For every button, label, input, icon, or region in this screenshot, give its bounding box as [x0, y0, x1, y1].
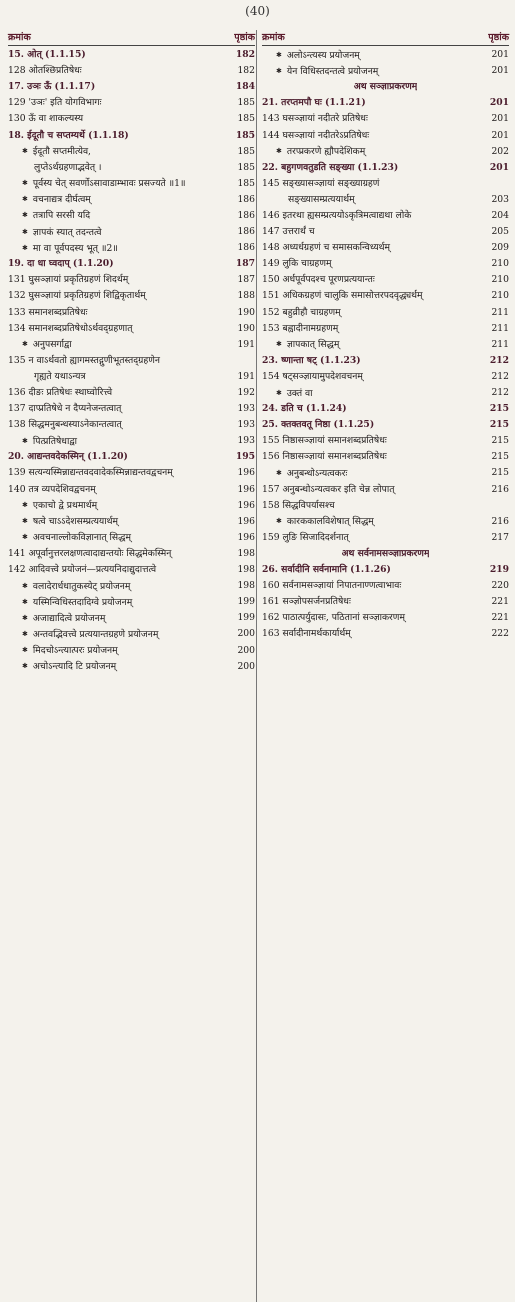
index-entry	[262, 63, 509, 79]
entry-text: 15. ओत् (1.1.15)	[8, 49, 86, 61]
entry-page: 212	[489, 354, 509, 366]
entry-text: ✱ ज्ञापकात् सिद्धम्	[262, 336, 479, 353]
index-entry	[262, 208, 509, 224]
entry-text: 129 'उञः' इति योगविभागः	[8, 97, 102, 109]
index-entry	[262, 47, 509, 63]
entry-page: 201	[491, 129, 509, 141]
entry-page: 198	[237, 547, 255, 559]
entry-text: ✱ अजाद्यादित्वे प्रयोजनम्	[8, 610, 225, 627]
entry-text: ✱ पूर्वस्य चेत् सवर्णोऽसावाडाम्भावः प्रसज्यते ॥1॥	[8, 175, 225, 192]
index-entry	[8, 433, 255, 449]
entry-text: 130 ऊँ वा शाकल्यस्य	[8, 113, 84, 125]
index-entry	[8, 498, 255, 514]
index-entry	[8, 659, 255, 675]
entry-page: 211	[491, 306, 509, 318]
entry-page: 184	[235, 81, 255, 93]
entry-text: 157 अनुबन्धोऽन्यत्वकर इति चेन्न लोपात्	[262, 483, 395, 495]
entry-page: 193	[237, 403, 255, 415]
entry-page: 199	[237, 612, 255, 624]
index-entry	[8, 465, 255, 481]
entry-page: 222	[491, 628, 509, 640]
entry-page: 203	[491, 193, 509, 205]
sutra-heading	[8, 256, 255, 272]
entry-text: ✱ अवचनाल्लोकविज्ञानात् सिद्धम्	[8, 529, 225, 546]
entry-page: 202	[491, 145, 509, 157]
index-entry	[8, 562, 255, 578]
index-entry	[8, 144, 255, 160]
index-entry	[262, 111, 509, 127]
entry-text: 17. उञः ऊँ (1.1.17)	[8, 81, 96, 93]
index-entry	[8, 272, 255, 288]
entry-text: 148 अध्यर्धग्रहणं च समासकन्विध्यर्थम्	[262, 242, 391, 254]
index-entry	[8, 240, 255, 256]
serial-label: क्रमांक	[8, 32, 31, 43]
entry-page: 196	[237, 483, 255, 495]
entry-page: 210	[491, 274, 509, 286]
entry-text: 137 दाप्प्रतिषेधे न दैप्यनेजन्तत्वात्	[8, 403, 122, 415]
entry-page: 210	[491, 258, 509, 270]
entry-text: 131 घुसञ्ज्ञायां प्रकृतिग्रहणं शिदर्थम्	[8, 274, 129, 286]
entry-text: ✱ अन्तवद्भिवत्त्वे प्रत्ययान्तग्रहणे प्रयोजनम्	[8, 626, 225, 643]
entry-text: 154 षट्सञ्ज्ञायामुपदेशवचनम्	[262, 370, 363, 382]
entry-text: 141 अपूर्वानुत्तरलक्षणत्वादाद्यन्तयोः सिद्धमेकस्मिन्	[8, 547, 172, 559]
right-column-header	[262, 30, 509, 46]
index-entry	[8, 514, 255, 530]
entry-text: 26. सर्वादीनि सर्वनामानि (1.1.26)	[262, 564, 391, 576]
entry-page: 186	[237, 242, 255, 254]
entry-text: 138 सिद्धमनुबन्धस्याऽनेकान्तत्वात्	[8, 419, 122, 431]
index-entry	[262, 385, 509, 401]
sutra-heading	[8, 127, 255, 143]
entry-text: ✱ ज्ञापकं स्यात् तदन्तत्वे	[8, 224, 225, 241]
index-entry	[8, 594, 255, 610]
entry-text: 23. ष्णान्ता षट् (1.1.23)	[262, 354, 361, 366]
sutra-heading	[8, 47, 255, 63]
index-entry	[8, 111, 255, 127]
entry-text: 162 पाठात्पर्युदासः, पठितानां सञ्ज्ञाकरणम्	[262, 612, 405, 624]
entry-page: 186	[237, 193, 255, 205]
entry-page: 196	[237, 499, 255, 511]
entry-text: 160 सर्वनामसञ्ज्ञायां निपातनाण्णत्वाभावः	[262, 580, 402, 592]
index-entry	[8, 160, 255, 176]
page-label: पृष्ठांक	[488, 32, 509, 43]
index-entry	[8, 305, 255, 321]
entry-page: 191	[237, 338, 255, 350]
entry-text: ✱ कारककालविशेषात् सिद्धम्	[262, 513, 479, 530]
entry-text: 156 निष्ठासञ्ज्ञायां समानशब्दप्रतिषेधः	[262, 451, 387, 463]
entry-text: 18. ईदूतौ च सप्तम्यर्थे (1.1.18)	[8, 129, 129, 141]
entry-page: 204	[491, 209, 509, 221]
index-entry	[262, 192, 509, 208]
index-entry	[262, 176, 509, 192]
entry-text: ✱ अनुपसर्गाद्वा	[8, 336, 225, 353]
index-entry	[262, 369, 509, 385]
entry-page: 216	[491, 483, 509, 495]
index-entry	[8, 192, 255, 208]
index-entry	[8, 530, 255, 546]
index-entry	[8, 176, 255, 192]
entry-page: 221	[491, 596, 509, 608]
index-entry	[262, 224, 509, 240]
entry-page: 201	[491, 113, 509, 125]
index-entry	[8, 417, 255, 433]
entry-text: 145 सङ्ख्यासञ्ज्ञायां सङ्ख्याग्रहणं	[262, 177, 380, 189]
index-entry	[8, 95, 255, 111]
entry-page: 185	[237, 145, 255, 157]
entry-text: 136 दीङः प्रतिषेधः स्थाघ्वोरित्त्वे	[8, 387, 113, 399]
entry-text: 149 लुकि चाग्रहणम्	[262, 258, 332, 270]
entry-page: 187	[235, 258, 255, 270]
entry-page: 200	[237, 628, 255, 640]
entry-page: 182	[235, 49, 255, 61]
sutra-heading	[8, 449, 255, 465]
entry-text: 22. बहुगणवतुडति सङ्ख्या (1.1.23)	[262, 161, 399, 173]
entry-text: ✱ अचोऽन्त्यादि टि प्रयोजनम्	[8, 658, 225, 675]
entry-page: 212	[491, 387, 509, 399]
entry-text: 20. आद्यन्तवदेकस्मिन् (1.1.20)	[8, 451, 128, 463]
entry-text: ✱ मिदचोऽन्त्यात्परः प्रयोजनम्	[8, 642, 225, 659]
entry-page: 200	[237, 660, 255, 672]
entry-text: 143 घसञ्ज्ञायां नदीतरे प्रतिषेधः	[262, 113, 368, 125]
entry-text: 158 सिद्धविपर्यासश्च	[262, 499, 335, 511]
entry-text: 128 ओतश्छिप्रतिषेधः	[8, 65, 82, 77]
entry-page: 201	[491, 65, 509, 77]
index-entry	[8, 63, 255, 79]
entry-text: 144 घसञ्ज्ञायां नदीतरेऽप्रतिषेधः	[262, 129, 370, 141]
index-entry	[262, 530, 509, 546]
index-entry	[262, 272, 509, 288]
entry-text: 135 न वाऽर्थवतो ह्यागमस्तद्गुणीभूतस्तद्ग्रहणेन	[8, 354, 160, 366]
index-entry	[262, 594, 509, 610]
sutra-heading	[262, 417, 509, 433]
entry-page: 212	[491, 370, 509, 382]
sutra-heading	[262, 95, 509, 111]
index-entry	[262, 337, 509, 353]
entry-text: 142 आदिवत्त्वे प्रयोजनं—प्रत्ययनिदाद्युदात्तत्वे	[8, 564, 157, 576]
index-entry	[8, 321, 255, 337]
index-entry	[8, 353, 255, 369]
entry-text: 134 समानशब्दप्रतिषेधोऽर्थवद्ग्रहणात्	[8, 322, 133, 334]
index-entry	[8, 337, 255, 353]
entry-page: 196	[237, 467, 255, 479]
entry-page: 211	[491, 322, 509, 334]
entry-page: 195	[235, 451, 255, 463]
sutra-heading	[262, 160, 509, 176]
entry-text: सङ्ख्यासम्प्रत्ययार्थम्	[288, 193, 355, 205]
index-entry	[8, 369, 255, 385]
entry-page: 211	[491, 338, 509, 350]
index-entry	[262, 498, 509, 514]
entry-page: 201	[491, 49, 509, 61]
entry-text: 163 सर्वादीनामर्थकार्यार्थम्	[262, 628, 351, 640]
entry-text: 147 उत्तरार्थं च	[262, 226, 315, 238]
index-entry	[8, 208, 255, 224]
entry-text: ✱ वचनाद्यत्र दीर्घत्वम्	[8, 191, 225, 208]
index-entry	[262, 305, 509, 321]
entry-page: 215	[491, 435, 509, 447]
entry-page: 193	[237, 435, 255, 447]
entry-page: 205	[491, 226, 509, 238]
entry-text: ✱ एकाचो द्वे प्रथमार्थम्	[8, 497, 225, 514]
index-entry	[262, 610, 509, 626]
entry-page: 221	[491, 612, 509, 624]
sutra-heading	[262, 401, 509, 417]
right-entries	[262, 47, 509, 642]
entry-page: 215	[489, 419, 509, 431]
entry-text: 146 इतरथा ह्यसम्प्रत्ययोऽकृत्रिमत्वाद्यथा लोके	[262, 209, 412, 221]
index-entry	[8, 578, 255, 594]
index-entry	[8, 288, 255, 304]
sutra-heading	[262, 562, 509, 578]
entry-page: 200	[237, 644, 255, 656]
entry-text: 161 सञ्ज्ञोपसर्जनप्रतिषेधः	[262, 596, 351, 608]
left-column-header	[8, 30, 255, 46]
entry-text: लुप्तेऽर्थग्रहणाद्भवेत् ।	[34, 161, 102, 173]
left-entries	[8, 47, 255, 675]
entry-text: अथ सञ्ज्ञाप्रकरणम्	[353, 81, 418, 93]
entry-text: 19. दा धा घ्वदाप् (1.1.20)	[8, 258, 114, 270]
index-entry	[8, 626, 255, 642]
entry-text: ✱ तत्रापि सरसी यदि	[8, 207, 225, 224]
entry-page: 185	[237, 161, 255, 173]
entry-text: ✱ ईदूतौ सप्तमीत्येव,	[8, 143, 225, 160]
entry-text: 153 बह्वादीनामग्रहणम्	[262, 322, 339, 334]
index-entry	[262, 321, 509, 337]
index-entry	[262, 433, 509, 449]
section-heading	[262, 79, 509, 95]
index-entry	[262, 482, 509, 498]
index-entry	[8, 642, 255, 658]
index-entry	[262, 578, 509, 594]
entry-page: 191	[237, 370, 255, 382]
entry-text: 24. डति च (1.1.24)	[262, 403, 347, 415]
entry-page: 188	[237, 290, 255, 302]
entry-text: 150 अर्धपूर्वपदश्च पूरणप्रत्ययान्तः	[262, 274, 375, 286]
entry-page: 198	[237, 580, 255, 592]
entry-text: 25. क्तक्तवतू निष्ठा (1.1.25)	[262, 419, 375, 431]
entry-page: 190	[237, 322, 255, 334]
index-entry	[262, 240, 509, 256]
left-column	[8, 30, 255, 675]
index-entry	[262, 144, 509, 160]
entry-text: ✱ उक्तं वा	[262, 385, 479, 402]
entry-page: 186	[237, 209, 255, 221]
index-entry	[262, 288, 509, 304]
entry-text: ✱ येन विधिस्तदन्तत्वे प्रयोजनम्	[262, 63, 479, 80]
entry-page: 185	[237, 97, 255, 109]
entry-page: 186	[237, 226, 255, 238]
entry-page: 196	[237, 515, 255, 527]
page-label: पृष्ठांक	[234, 32, 255, 43]
entry-page: 215	[489, 403, 509, 415]
index-entry	[8, 401, 255, 417]
entry-page: 182	[237, 65, 255, 77]
entry-page: 210	[491, 290, 509, 302]
entry-page: 217	[491, 531, 509, 543]
entry-text: ✱ पित्प्रतिषेधाद्वा	[8, 433, 225, 450]
entry-text: ✱ वलादेरार्धधातुकस्येट् प्रयोजनम्	[8, 578, 225, 595]
entry-page: 215	[491, 467, 509, 479]
entry-text: ✱ यस्मिन्विधिस्तदादिग्वे प्रयोजनम्	[8, 594, 225, 611]
serial-label: क्रमांक	[262, 32, 285, 43]
entry-page: 187	[237, 274, 255, 286]
entry-page: 201	[489, 97, 509, 109]
entry-page: 201	[489, 161, 509, 173]
right-column	[262, 30, 509, 642]
entry-text: ✱ षत्वे चाऽऽदेशसम्प्रत्ययार्थम्	[8, 513, 225, 530]
entry-text: 151 अधिकग्रहणं चालुकि समासोत्तरपदवृद्ध्यर्थम्	[262, 290, 423, 302]
entry-text: ✱ मा वा पूर्वपदस्य भूत् ॥2॥	[8, 240, 225, 257]
entry-page: 193	[237, 419, 255, 431]
entry-text: अथ सर्वनामसञ्ज्ञाप्रकरणम्	[341, 547, 430, 559]
entry-page: 190	[237, 306, 255, 318]
entry-text: ✱ तरप्प्रकरणे ह्यौपदेशिकम्	[262, 143, 479, 160]
index-entry	[8, 385, 255, 401]
entry-text: 133 समानशब्दप्रतिषेधः	[8, 306, 88, 318]
entry-page: 220	[491, 580, 509, 592]
entry-text: 140 तत्र व्यपदेशिवद्वचनम्	[8, 483, 96, 495]
entry-text: 139 सत्यन्यस्मिन्नाद्यन्तवदवादेकस्मिन्नाद्यन्तवद्वचनम्	[8, 467, 173, 479]
entry-text: 132 घुसञ्ज्ञायां प्रकृतिग्रहणं शिद्विकृतार्थम्	[8, 290, 146, 302]
entry-text: 159 लुङि सिजादिदर्शनात्	[262, 531, 349, 543]
entry-text: ✱ अलोऽन्त्यस्य प्रयोजनम्	[262, 47, 479, 64]
entry-page: 216	[491, 515, 509, 527]
entry-text: 21. तरप्तमपौ घः (1.1.21)	[262, 97, 366, 109]
index-entry	[8, 482, 255, 498]
entry-text: गृह्यते यथाऽन्यत्र	[34, 370, 86, 382]
section-heading	[262, 546, 509, 562]
index-entry	[8, 610, 255, 626]
entry-page: 198	[237, 564, 255, 576]
entry-page: 185	[237, 177, 255, 189]
index-entry	[262, 465, 509, 481]
index-entry	[8, 546, 255, 562]
entry-page: 215	[491, 451, 509, 463]
index-entry	[262, 626, 509, 642]
entry-page: 219	[489, 564, 509, 576]
entry-text: 155 निष्ठासञ्ज्ञायां समानशब्दप्रतिषेधः	[262, 435, 387, 447]
entry-text: 152 बहुव्रीहौ चाग्रहणम्	[262, 306, 341, 318]
entry-page: 196	[237, 531, 255, 543]
sutra-heading	[8, 79, 255, 95]
entry-page: 185	[235, 129, 255, 141]
entry-page: 199	[237, 596, 255, 608]
page-number: (40)	[245, 4, 270, 18]
index-entry	[262, 514, 509, 530]
entry-page: 209	[491, 242, 509, 254]
index-entry	[262, 127, 509, 143]
entry-page: 192	[237, 387, 255, 399]
index-entry	[8, 224, 255, 240]
entry-page: 185	[237, 113, 255, 125]
entry-text: ✱ अनुबन्धोऽन्यत्वकरः	[262, 465, 479, 482]
sutra-heading	[262, 353, 509, 369]
index-entry	[262, 449, 509, 465]
index-entry	[262, 256, 509, 272]
